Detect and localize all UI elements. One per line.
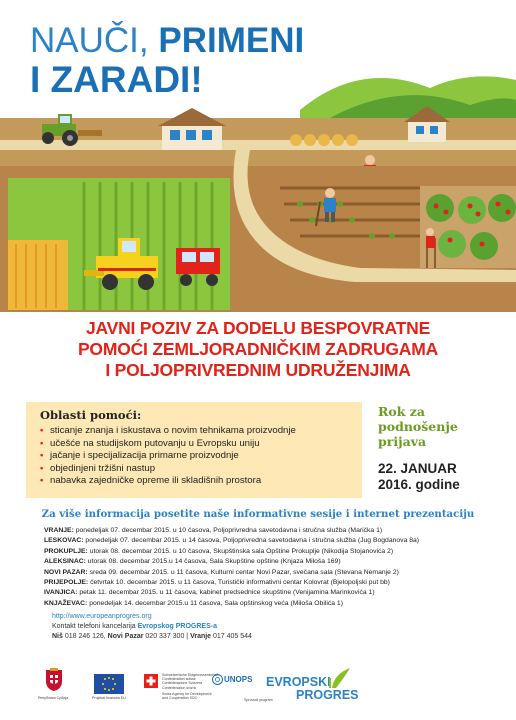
session-item — [44, 547, 494, 557]
serbia-coat-of-arms-icon — [44, 668, 64, 692]
session-item — [44, 578, 494, 588]
headline — [30, 22, 320, 100]
list-item: • objedinjeni tržišni nastup — [40, 463, 352, 476]
list-item: • nabavka zajedničke opreme ili skladišnih prostora — [40, 475, 352, 488]
session-item — [44, 568, 494, 578]
headline-line1 — [30, 22, 320, 60]
session-city: IVANJICA: — [44, 589, 78, 597]
phone-nis: 018 246 126, — [62, 633, 108, 640]
session-item — [44, 536, 494, 546]
call-title-line3: I POLJOPRIVREDNIM UDRUŽENJIMA — [105, 360, 411, 380]
deadline — [378, 404, 498, 493]
call-title — [20, 318, 496, 381]
contacts — [52, 612, 492, 642]
session-text: četvrtak 10. decembar 2015. u 11 časova, Turistički informativni centar Kolovrat (Bjelopoljski put bb) — [88, 579, 390, 587]
call-title-line1: JAVNI POZIV ZA DODELU BESPOVRATNE — [85, 318, 431, 338]
hay-bales — [290, 134, 358, 146]
phone-city-novi-pazar: Novi Pazar — [107, 633, 144, 640]
contact-label-prefix: Kontakt telefoni kancelarija — [52, 623, 138, 630]
contact-label-brand: Evropskog PROGRES-a — [137, 623, 217, 630]
contact-label — [52, 622, 492, 632]
deadline-year: 2016. godine — [378, 477, 460, 492]
unops-logo: UNOPS — [224, 675, 253, 684]
session-item — [44, 588, 494, 598]
areas-list — [40, 425, 352, 488]
session-text: utorak 08. decembar 2015.u 14 časova, Sala Skupštine opštine (Knjaza Miloša 169) — [85, 558, 341, 566]
phone-vranje: 017 405 544 — [211, 633, 252, 640]
session-item — [44, 557, 494, 567]
swiss-caption: Schweizerische Eidgenossenschaft Confédération suisse Confederazione Svizzera Confederaziun svizra — [162, 673, 219, 690]
headline-line2: I ZARADI! — [30, 59, 203, 100]
session-text: sreda 09. decembar 2015. u 11 časova, Kulturni centar Novi Pazar, svečana sala (Stevana Nemanje 2) — [87, 568, 399, 576]
un-emblem-icon — [212, 674, 223, 685]
unops-caption: Sprovodi program — [244, 698, 273, 702]
session-item — [44, 526, 494, 536]
session-city: LESKOVAC: — [44, 537, 84, 545]
deadline-label-line1: Rok za — [378, 404, 425, 419]
session-text: ponedeljak 14. decembar 2015.u 11 časova, Sala opštinskog veća (Miloša Obilića 1) — [87, 599, 343, 607]
session-text: ponedeljak 07. decembar 2015. u 14 časova, Poljoprivredna savetodavna i stručna služba (Jug Bogdanova 8a) — [83, 537, 420, 545]
session-city: VRANJE: — [44, 527, 74, 534]
logos-strip — [0, 660, 516, 720]
progres-leaf-icon — [328, 666, 354, 690]
headline-word-apply: PRIMENI — [158, 21, 305, 60]
website-link[interactable]: http://www.europeanprogres.org — [52, 613, 152, 620]
evropski-progres-logo-word1: EVROPSKI — [266, 675, 331, 689]
phone-novi-pazar: 020 337 300 | — [143, 633, 191, 640]
deadline-label-line3: prijava — [378, 434, 427, 449]
areas-box — [26, 402, 362, 498]
headline-word-learn: NAUČI, — [30, 21, 149, 60]
swiss-cross-icon — [144, 674, 158, 688]
swiss-caption-sdc: Swiss Agency for Development and Cooperation SDC — [162, 692, 212, 701]
list-item: • jačanje i specijalizacija primarne proizvodnje — [40, 450, 352, 463]
deadline-label-line2: podnošenje — [378, 419, 458, 434]
evropski-progres-logo-word2: PROGRES — [296, 688, 359, 702]
session-text: petak 11. decembar 2015. u 11 časova, kabinet predsednice skupštine (Venijamina Marinkovića 1) — [77, 589, 375, 597]
list-item: • učešće na studijskom putovanju u Evropsku uniju — [40, 438, 352, 451]
phone-city-nis: Niš — [52, 633, 63, 640]
session-city: NOVI PAZAR: — [44, 568, 88, 576]
session-city: PROKUPLJE: — [44, 547, 88, 555]
session-text: ponedeljak 07. decembar 2015. u 10 časova, Poljoprivredna savetodavna i stručna služba (Marička 1) — [73, 527, 383, 534]
eu-caption: Projekat finansira EU — [92, 696, 126, 700]
house-center-icon — [158, 108, 226, 150]
session-city: KNJAŽEVAC: — [44, 599, 88, 607]
sessions-heading: Za više informacija posetite naše informativne sesije i internet prezentaciju — [41, 508, 475, 520]
areas-heading: Oblasti pomoći: — [40, 408, 142, 422]
session-city: ALEKSINAC: — [44, 558, 86, 566]
session-city: PRIJEPOLJE: — [44, 579, 89, 587]
eu-flag-icon — [94, 674, 124, 694]
deadline-date: 22. JANUAR — [378, 461, 457, 476]
call-title-line2: POMOĆI ZEMLJORADNIČKIM ZADRUGAMA — [77, 339, 439, 359]
serbia-caption: Република Србија — [38, 696, 69, 700]
phone-city-vranje: Vranje — [190, 633, 212, 640]
session-item — [44, 599, 494, 609]
contact-phones — [52, 632, 492, 642]
sessions-list — [44, 526, 494, 609]
session-text: utorak 08. decembar 2015. u 10 časova, Skupštinska sala Opštine Prokuplje (Nikodija Stojanovića 2) — [87, 547, 394, 555]
list-item: • sticanje znanja i iskustava o novim tehnikama proizvodnje — [40, 425, 352, 438]
